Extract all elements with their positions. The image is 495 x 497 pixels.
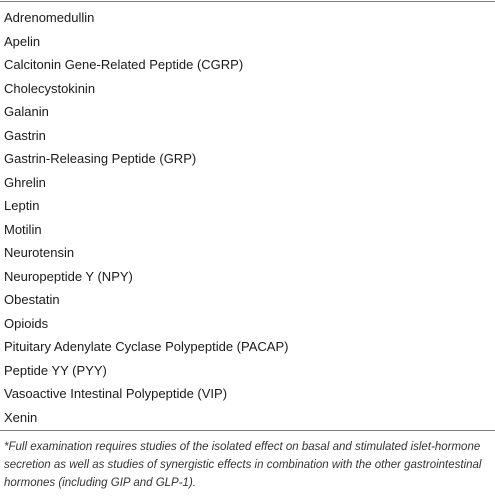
table-row: Pituitary Adenylate Cyclase Polypeptide (PACAP) xyxy=(4,339,289,354)
table-row: Cholecystokinin xyxy=(4,80,96,96)
table-row: Gastrin-Releasing Peptide (GRP) xyxy=(4,151,197,166)
table-row: Leptin xyxy=(4,198,40,213)
table-row: Gastrin xyxy=(4,127,46,143)
table-row: Galanin xyxy=(4,104,49,119)
table-row: Peptide YY (PYY) xyxy=(4,362,107,378)
table-row: Adrenomedullin xyxy=(4,10,95,25)
peptide-list xyxy=(4,6,492,429)
table-row: Obestatin xyxy=(4,292,60,307)
table-row: Neuropeptide Y (NPY) xyxy=(4,268,133,284)
table-row: Calcitonin Gene-Related Peptide (CGRP) xyxy=(4,57,244,72)
table-row: Xenin xyxy=(4,409,38,425)
table-footnote: *Full examination requires studies of the isolated effect on basal and stimulated islet-hormone secretion as well as studies of synergistic effects in combination with the other gastrointestinal hormones (including GIP and GLP-1). xyxy=(4,441,482,489)
table-row: Ghrelin xyxy=(4,174,46,190)
table-row: Vasoactive Intestinal Polypeptide (VIP) xyxy=(4,386,228,401)
table-row: Opioids xyxy=(4,315,49,331)
table-row: Neurotensin xyxy=(4,245,75,260)
table-bottom-rule xyxy=(0,430,495,431)
table-row: Apelin xyxy=(4,33,41,49)
table-top-rule xyxy=(0,1,495,2)
table-row: Motilin xyxy=(4,221,42,237)
